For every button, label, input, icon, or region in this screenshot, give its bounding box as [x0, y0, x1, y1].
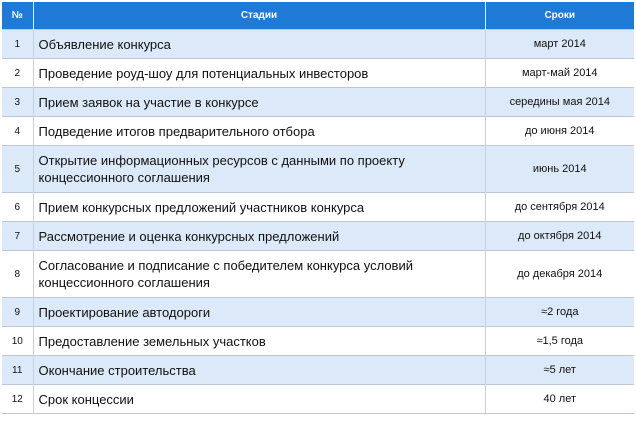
table-row	[2, 385, 634, 414]
header-row	[2, 2, 634, 30]
row-number: 1	[2, 30, 33, 59]
row-number: 10	[2, 327, 33, 356]
table-row	[2, 30, 634, 59]
row-number: 4	[2, 117, 33, 146]
row-date: до декабря 2014	[485, 251, 634, 298]
row-number: 5	[2, 146, 33, 193]
row-number: 9	[2, 298, 33, 327]
row-stage: Подведение итогов предварительного отбора	[33, 117, 485, 146]
table-row	[2, 88, 634, 117]
row-date: середины мая 2014	[485, 88, 634, 117]
table-row	[2, 59, 634, 88]
row-date: до июня 2014	[485, 117, 634, 146]
table-row	[2, 356, 634, 385]
header-stage: Стадии	[33, 2, 485, 30]
row-stage: Объявление конкурса	[33, 30, 485, 59]
table-header	[2, 2, 634, 30]
row-stage: Окончание строительства	[33, 356, 485, 385]
header-date: Сроки	[485, 2, 634, 30]
table-body	[2, 30, 634, 414]
row-stage: Открытие информационных ресурсов с данными по проекту концессионного соглашения	[33, 146, 485, 193]
table-row	[2, 222, 634, 251]
table-row	[2, 251, 634, 298]
row-number: 11	[2, 356, 33, 385]
table-row	[2, 193, 634, 222]
header-num: №	[2, 2, 33, 30]
row-date: до октября 2014	[485, 222, 634, 251]
row-date: ≈5 лет	[485, 356, 634, 385]
row-date: до сентября 2014	[485, 193, 634, 222]
row-stage: Согласование и подписание с победителем конкурса условий концессионного соглашения	[33, 251, 485, 298]
row-stage: Прием конкурсных предложений участников конкурса	[33, 193, 485, 222]
row-stage: Проектирование автодороги	[33, 298, 485, 327]
row-number: 7	[2, 222, 33, 251]
row-number: 3	[2, 88, 33, 117]
row-stage: Проведение роуд-шоу для потенциальных инвесторов	[33, 59, 485, 88]
row-stage: Срок концессии	[33, 385, 485, 414]
table-row	[2, 146, 634, 193]
table-row	[2, 327, 634, 356]
row-number: 8	[2, 251, 33, 298]
table-row	[2, 117, 634, 146]
row-number: 6	[2, 193, 33, 222]
concession-schedule-table	[2, 2, 634, 414]
table-row	[2, 298, 634, 327]
row-date: ≈1,5 года	[485, 327, 634, 356]
row-stage: Предоставление земельных участков	[33, 327, 485, 356]
row-stage: Прием заявок на участие в конкурсе	[33, 88, 485, 117]
row-date: март 2014	[485, 30, 634, 59]
row-number: 12	[2, 385, 33, 414]
row-number: 2	[2, 59, 33, 88]
row-date: июнь 2014	[485, 146, 634, 193]
row-date: 40 лет	[485, 385, 634, 414]
row-stage: Рассмотрение и оценка конкурсных предложений	[33, 222, 485, 251]
row-date: март-май 2014	[485, 59, 634, 88]
row-date: ≈2 года	[485, 298, 634, 327]
